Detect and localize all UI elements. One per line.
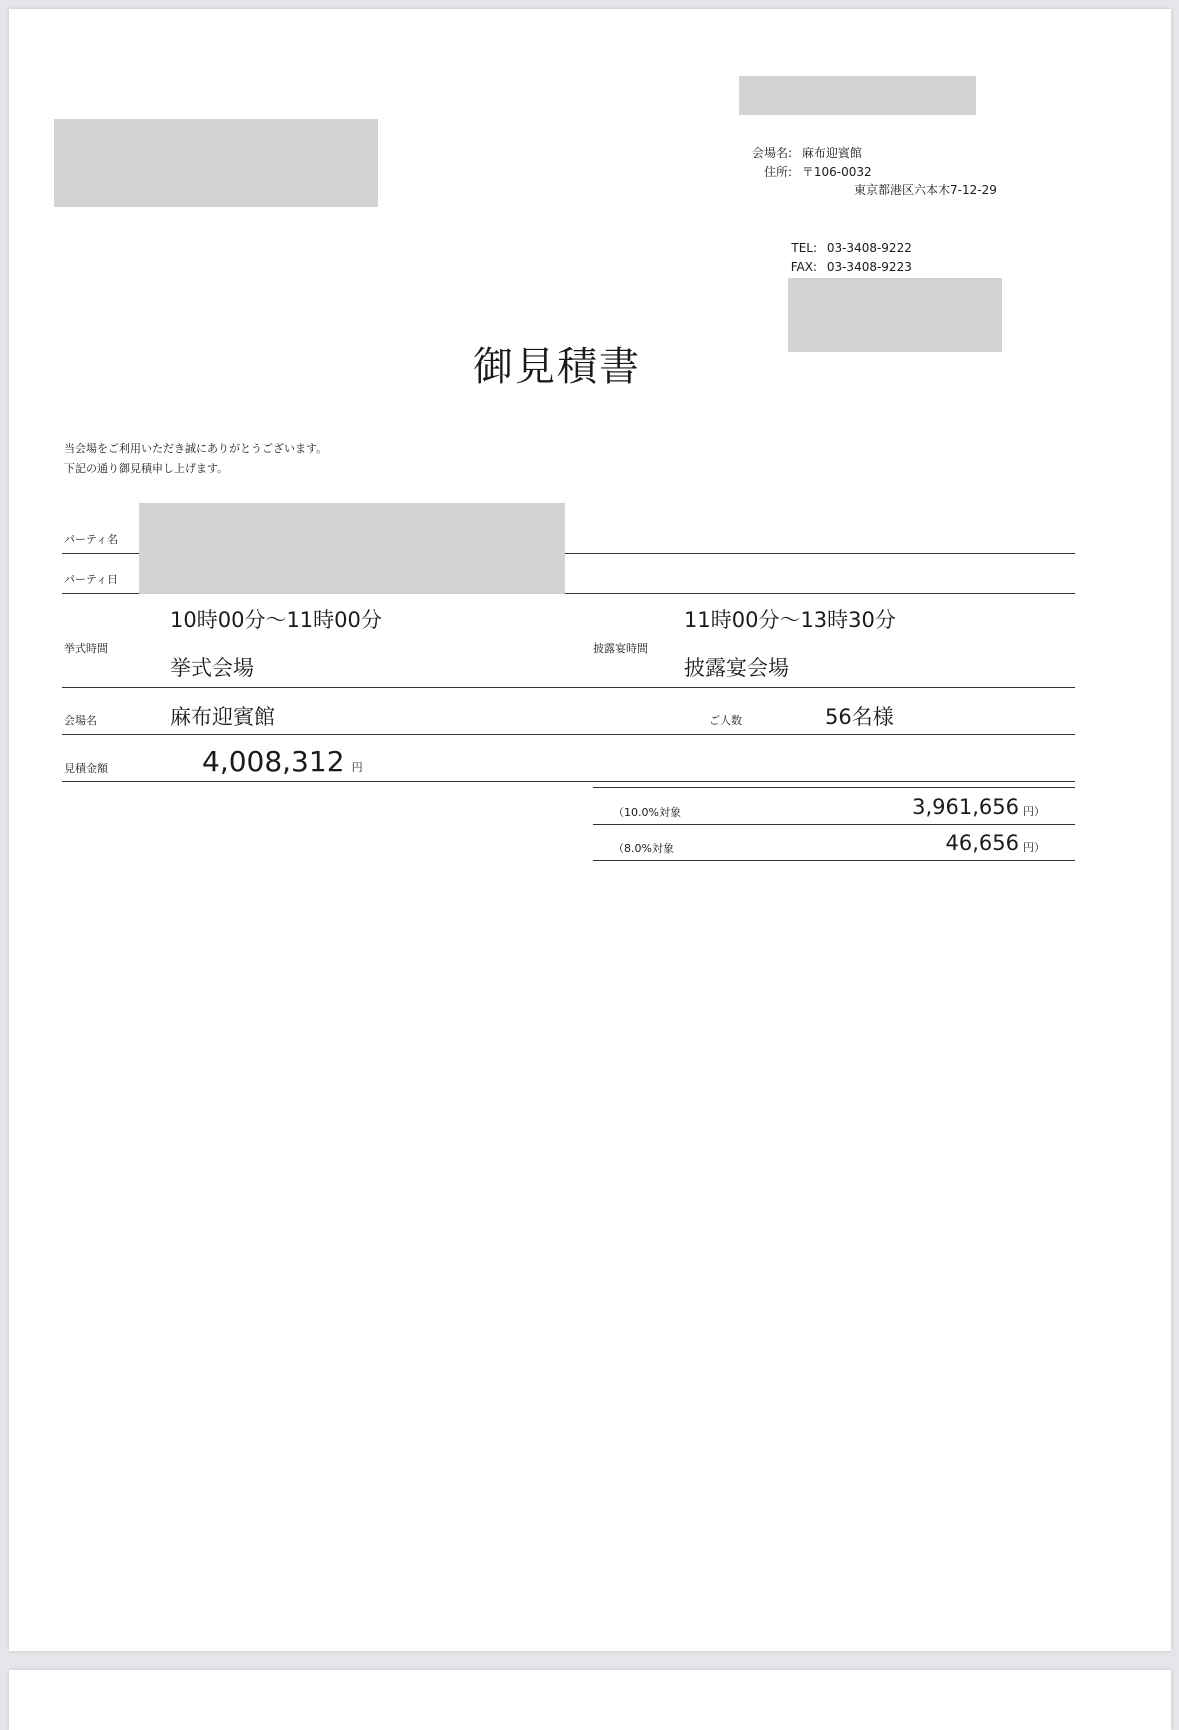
- venue-address: 東京都港区六本木7-12-29: [854, 183, 997, 197]
- reception-time-label: 披露宴時間: [593, 642, 648, 655]
- venue-row-value: 麻布迎賓館: [170, 705, 275, 729]
- estimate-unit: 円: [351, 761, 363, 774]
- tax-10-unit: 円）: [1023, 805, 1045, 818]
- venue-address-label: 住所:: [763, 165, 792, 179]
- venue-fax-line: [769, 260, 912, 274]
- schedule-divider: [62, 687, 1075, 688]
- tax-mid-divider: [593, 824, 1075, 825]
- venue-divider: [62, 734, 1075, 735]
- fax-number: 03-3408-9223: [826, 260, 912, 274]
- next-page: [9, 1670, 1171, 1730]
- venue-tel-line: [769, 241, 912, 255]
- venue-postal: 〒106-0032: [801, 165, 872, 179]
- estimate-document-page: [9, 9, 1171, 1651]
- tax-10-label: （10.0%対象: [613, 806, 681, 819]
- tax-8-amount: 46,656: [945, 831, 1019, 855]
- estimate-amount: 4,008,312: [202, 745, 345, 778]
- venue-address-line: [744, 163, 872, 180]
- redacted-logo: [54, 119, 378, 207]
- ceremony-time-label: 挙式時間: [64, 642, 108, 655]
- tax-10-amount: 3,961,656: [912, 795, 1019, 819]
- guests-label: ご人数: [709, 714, 742, 727]
- fax-label: FAX:: [790, 260, 817, 274]
- venue-name-line: [744, 144, 862, 161]
- tax-8-unit: 円）: [1023, 841, 1045, 854]
- venue-row-label: 会場名: [64, 714, 97, 727]
- estimate-label: 見積金額: [64, 762, 108, 775]
- reception-place: 披露宴会場: [684, 656, 789, 680]
- redacted-header-box: [739, 76, 976, 115]
- party-name-label: パーティ名: [64, 533, 119, 546]
- tax-row-10: [593, 793, 1075, 823]
- redacted-party-info: [139, 503, 565, 594]
- guests-count: 56名様: [825, 705, 894, 729]
- redacted-stamp: [788, 278, 1002, 352]
- estimate-amount-line: [202, 745, 363, 778]
- document-title: 御見積書: [473, 344, 641, 390]
- reception-time: 11時00分〜13時30分: [684, 608, 896, 632]
- tax-bottom-divider: [593, 860, 1075, 861]
- ceremony-place: 挙式会場: [170, 656, 254, 680]
- intro-line-1: 当会場をご利用いただき誠にありがとうございます。: [64, 442, 328, 455]
- ceremony-time: 10時00分〜11時00分: [170, 608, 382, 632]
- estimate-divider: [62, 781, 1075, 782]
- party-date-label: パーティ日: [64, 573, 119, 586]
- venue-name: 麻布迎賓館: [801, 146, 862, 160]
- tel-label: TEL:: [791, 241, 817, 255]
- tel-number: 03-3408-9222: [826, 241, 912, 255]
- tax-8-label: （8.0%対象: [613, 842, 674, 855]
- tax-row-8: [593, 829, 1075, 859]
- intro-line-2: 下記の通り御見積申し上げます。: [64, 462, 229, 475]
- tax-top-divider: [593, 787, 1075, 788]
- venue-name-label: 会場名:: [751, 146, 792, 160]
